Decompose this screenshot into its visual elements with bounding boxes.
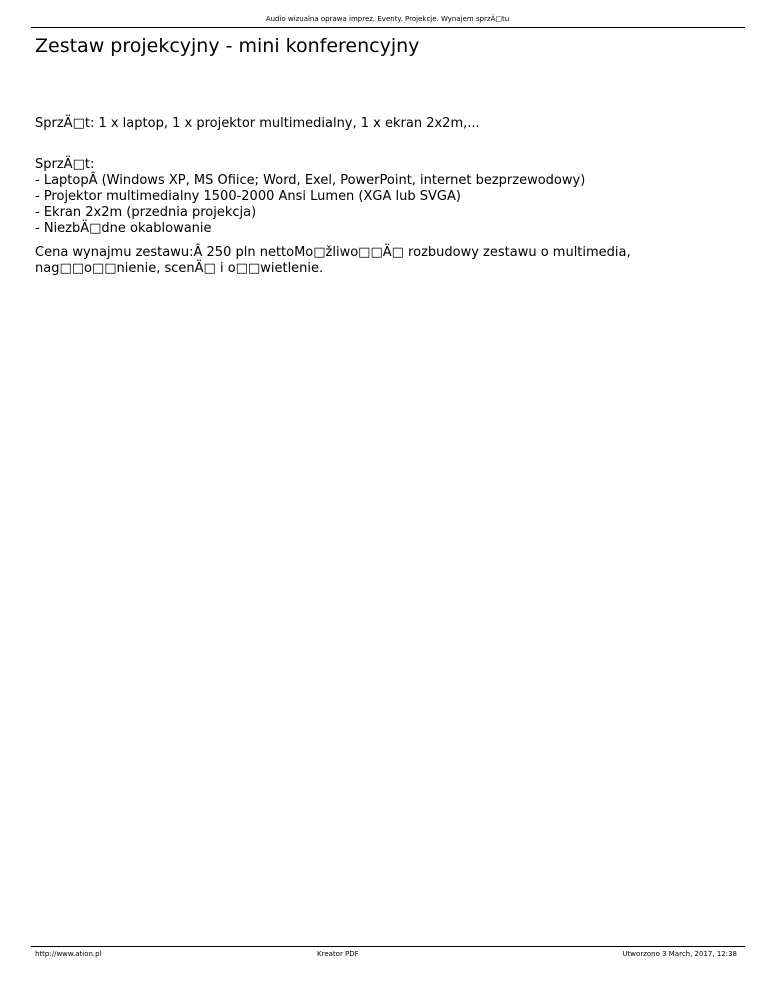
page-title: Zestaw projekcyjny - mini konferencyjny: [35, 35, 420, 57]
footer-date: Utworzono 3 March, 2017, 12:38: [622, 950, 737, 958]
footer-divider: [31, 946, 745, 947]
price-text: Cena wynajmu zestawu:Â 250 pln nettoMo□žliwo□□Ä□ rozbudowy zestawu o multimedia, nag□□o□□nienie, scenÄ□ i o□□wietlenie.: [35, 245, 631, 276]
page-header: Audio wizualna oprawa imprez. Eventy. Projekcje. Wynajem sprzÄ□tu: [265, 15, 510, 23]
specs-heading: SprzÄ□t:: [35, 157, 95, 172]
footer-generator: Kreator PDF: [317, 950, 359, 958]
equipment-summary: SprzÄ□t: 1 x laptop, 1 x projektor multimedialny, 1 x ekran 2x2m,...: [35, 116, 480, 131]
specs-list: [35, 173, 585, 237]
header-divider: [31, 27, 745, 28]
list-item: - Projektor multimedialny 1500-2000 Ansi Lumen (XGA lub SVGA): [35, 189, 461, 204]
list-item: - Ekran 2x2m (przednia projekcja): [35, 205, 257, 220]
footer-url: http://www.ation.pl: [35, 950, 102, 958]
list-item: - LaptopÂ (Windows XP, MS Ofiice; Word, Exel, PowerPoint, internet bezprzewodowy): [35, 173, 586, 188]
list-item: - NiezbÄ□dne okablowanie: [35, 221, 212, 236]
